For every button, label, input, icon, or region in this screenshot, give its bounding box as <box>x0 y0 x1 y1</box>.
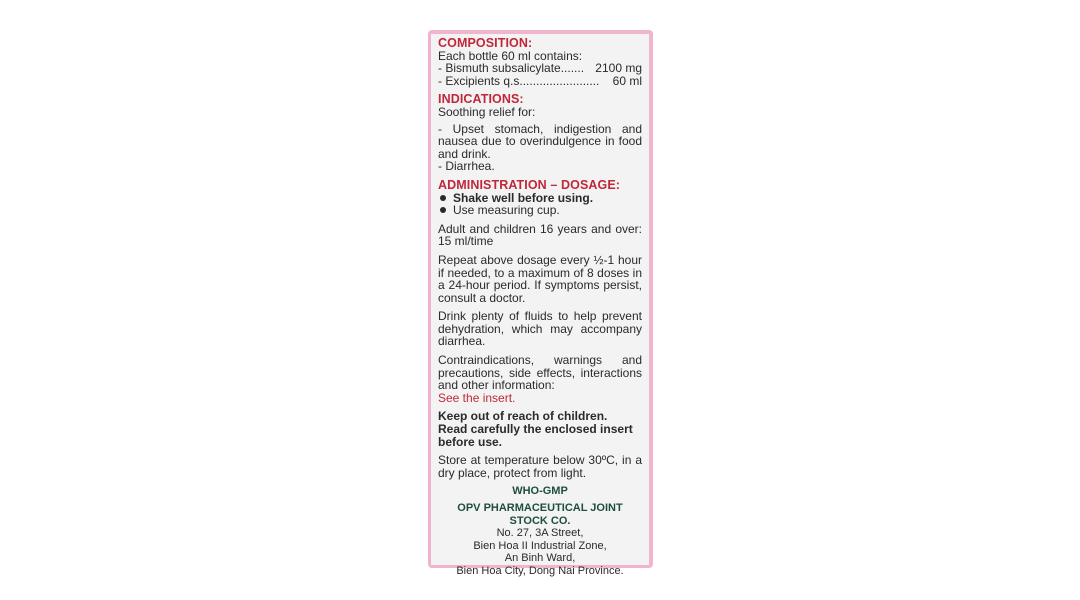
composition-intro: Each bottle 60 ml contains: <box>438 48 583 63</box>
address-line: An Binh Ward, <box>504 552 576 565</box>
ingredient-name: - Excipients q.s........................ <box>438 73 600 88</box>
bullet-icon <box>440 207 446 213</box>
adult-dosage: Adult and children 16 years and over: 15 ml/time <box>438 221 642 249</box>
ingredient-name: - Bismuth subsalicylate....... <box>438 61 585 76</box>
administration-heading: ADMINISTRATION – DOSAGE: <box>438 177 621 192</box>
fluids-advice: Drink plenty of fluids to help prevent dehydration, which may accompany diarrhea. <box>438 309 642 349</box>
manufacturer-name: OPV PHARMACEUTICAL JOINT STOCK CO. <box>457 502 623 527</box>
address-line: No. 27, 3A Street, <box>496 527 584 540</box>
see-insert-text: See the insert. <box>438 390 516 405</box>
address-line: Bien Hoa II Industrial Zone, <box>473 539 607 552</box>
indications-heading: INDICATIONS: <box>438 92 524 107</box>
bullet-item <box>438 204 642 217</box>
indications-intro: Soothing relief for: <box>438 104 536 119</box>
storage-text: Store at temperature below 30ºC, in a dry place, protect from light. <box>438 453 642 480</box>
gmp-badge: WHO-GMP <box>512 485 568 498</box>
composition-heading: COMPOSITION: <box>438 36 533 50</box>
bullet-text: Use measuring cup. <box>453 203 560 218</box>
ingredient-value: 60 ml <box>612 73 642 88</box>
children-warning: Keep out of reach of children. <box>438 409 608 424</box>
label-content <box>438 37 642 578</box>
bullet-text: Shake well before using. <box>453 190 594 205</box>
repeat-dosage: Repeat above dosage every ½-1 hour if needed, to a maximum of 8 doses in a 24-hour period. If symptoms persist, consult a doctor. <box>438 252 642 305</box>
bullet-icon <box>440 195 446 201</box>
indication-item: - Diarrhea. <box>438 159 495 174</box>
insert-warning: Read carefully the enclosed insert before use. <box>438 422 633 449</box>
composition-line <box>438 75 642 88</box>
address-line: Bien Hoa City, Dong Nai Province. <box>456 564 624 577</box>
indication-item: - Upset stomach, indigestion and nausea due to overindulgence in food and drink. <box>438 121 642 161</box>
ingredient-value: 2100 mg <box>595 61 642 76</box>
contraindications-text: Contraindications, warnings and precautions, side effects, interactions and other information: <box>438 353 642 393</box>
composition-line <box>438 62 642 75</box>
